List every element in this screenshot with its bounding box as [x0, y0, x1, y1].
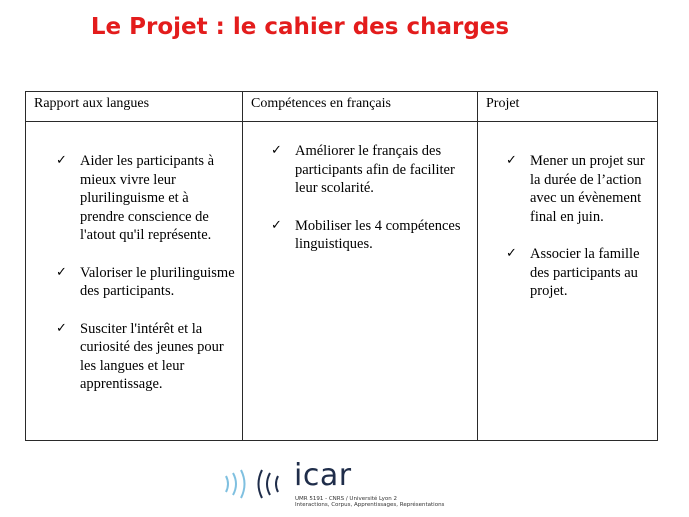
list-item: [56, 152, 236, 245]
list-item: [271, 142, 471, 198]
checkmark-icon: ✓: [506, 153, 517, 168]
column-projet: [477, 92, 657, 440]
list-item-text: Associer la famille des participants au projet.: [530, 246, 640, 299]
list-item: [56, 264, 236, 301]
list-item-text: Mobiliser les 4 compétences linguistiques.: [295, 217, 461, 252]
list-item: [271, 217, 471, 254]
checkmark-icon: ✓: [56, 264, 67, 280]
list-item-text: Mener un projet sur la durée de l’action avec un évènement final en juin.: [530, 153, 645, 225]
list-item-text: Aider les participants à mieux vivre leur plurilinguisme et à prendre conscience de l'atout qu'il représente.: [80, 153, 215, 243]
icar-logo: [222, 458, 482, 510]
checkmark-icon: ✓: [271, 217, 282, 233]
column-header: Compétences en français: [243, 92, 477, 122]
specification-table: [25, 91, 658, 441]
list-item-text: Améliorer le français des participants afin de faciliter leur scolarité.: [295, 143, 455, 196]
list-item-text: Susciter l'intérêt et la curiosité des jeunes pour les langues et leur apprentissage.: [80, 320, 224, 392]
checkmark-icon: ✓: [271, 143, 282, 158]
logo-subtitle-line: Interactions, Corpus, Apprentissages, Représentations: [295, 502, 445, 508]
column-competences-en-francais: [242, 92, 477, 440]
list-item: [56, 320, 236, 394]
column-header: Projet: [478, 92, 657, 122]
list-item: [506, 245, 651, 301]
sound-waves-icon: [222, 466, 294, 502]
column-body: [243, 122, 477, 440]
checkmark-icon: ✓: [56, 153, 67, 168]
logo-wordmark: icar: [294, 458, 352, 493]
column-body: [478, 122, 657, 440]
slide-title: Le Projet : le cahier des charges: [90, 14, 510, 40]
column-rapport-aux-langues: [26, 92, 242, 440]
logo-subtitle-line: UMR 5191 - CNRS / Université Lyon 2: [295, 496, 397, 502]
list-item-text: Valoriser le plurilinguisme des participants.: [80, 264, 235, 299]
checkmark-icon: ✓: [56, 320, 67, 336]
column-body: [26, 122, 242, 440]
column-header: Rapport aux langues: [26, 92, 242, 122]
list-item: [506, 152, 651, 226]
checkmark-icon: ✓: [506, 246, 517, 261]
